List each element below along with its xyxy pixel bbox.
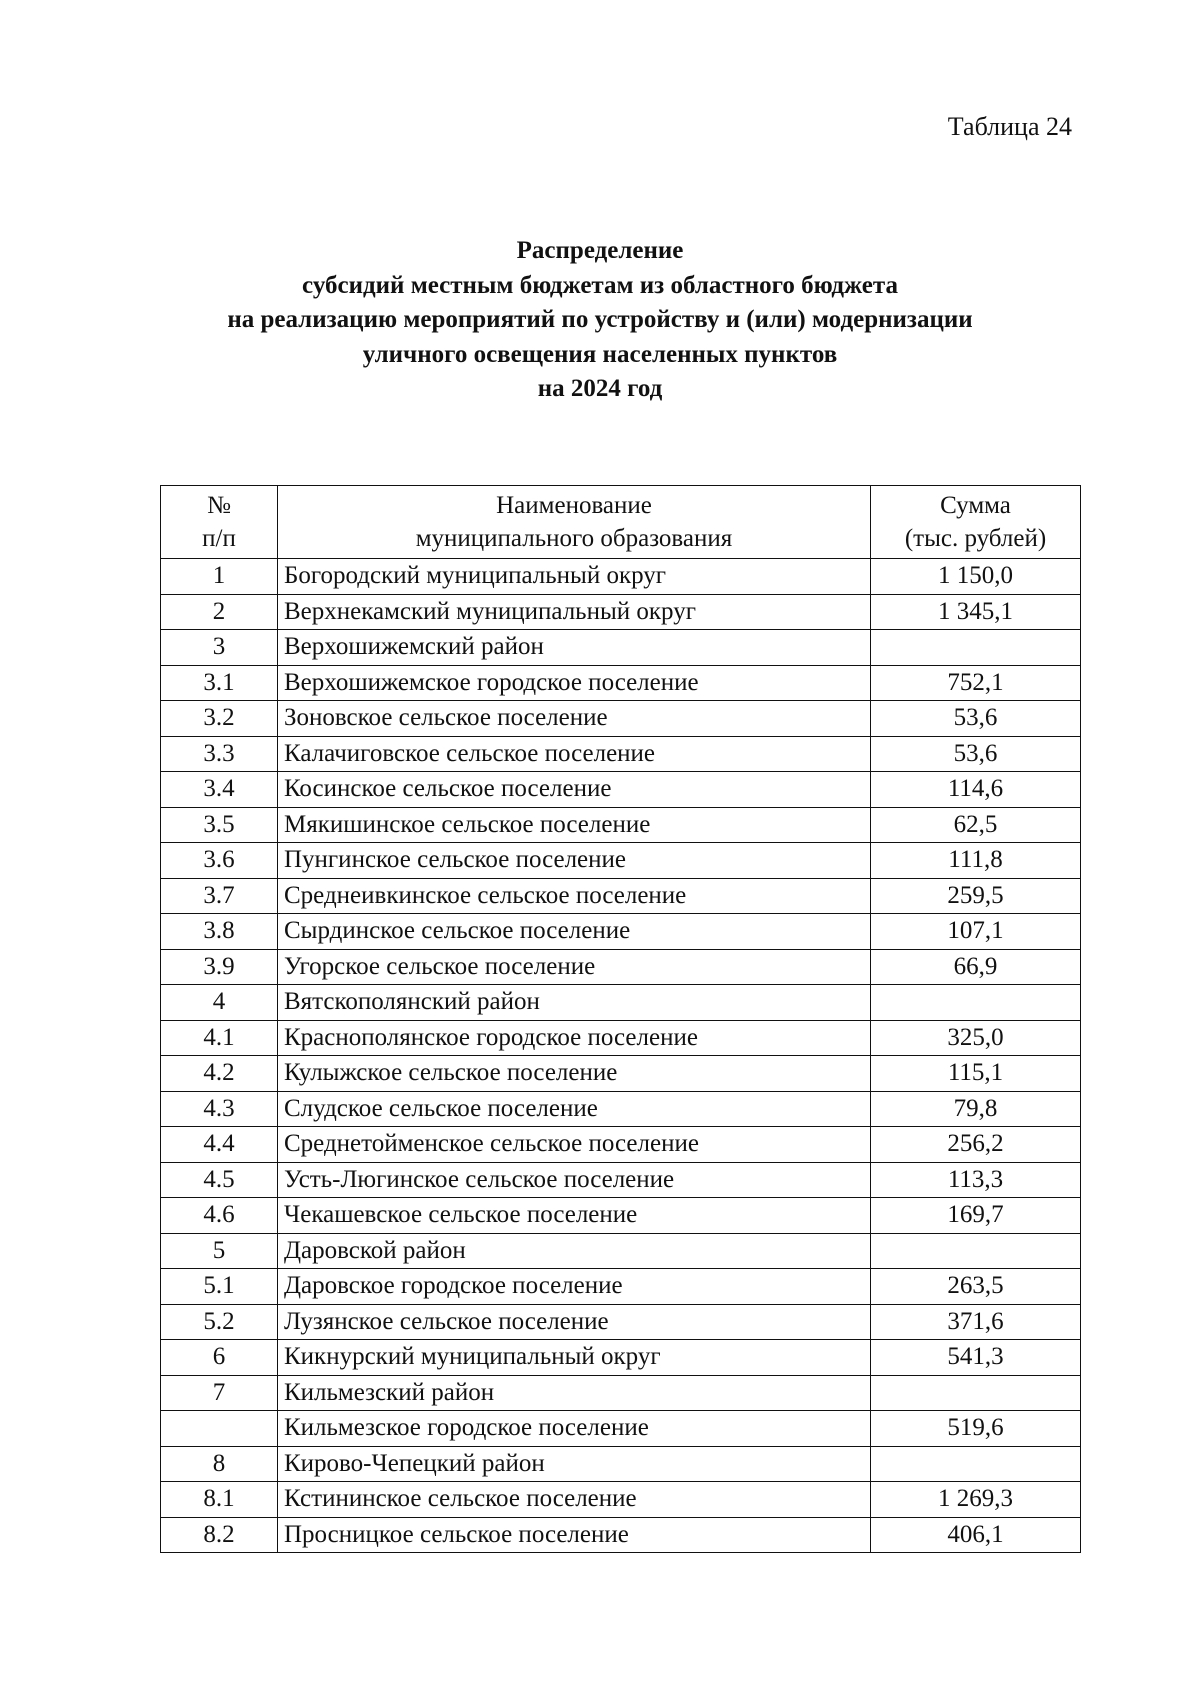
table-row: [161, 1233, 1081, 1269]
amount-cell: 263,5: [871, 1269, 1081, 1305]
municipality-name-cell: Угорское сельское поселение: [278, 949, 871, 985]
municipality-name-cell: Верхошижемский район: [278, 630, 871, 666]
municipality-name-cell: Верхошижемское городское поселение: [278, 665, 871, 701]
table-row: [161, 630, 1081, 666]
municipality-name-cell: Просницкое сельское поселение: [278, 1517, 871, 1553]
row-number-cell: 3.8: [161, 914, 278, 950]
table-row: [161, 914, 1081, 950]
amount-cell: 541,3: [871, 1340, 1081, 1376]
title-line: уличного освещения населенных пунктов: [362, 340, 838, 368]
row-number-cell: 3.4: [161, 772, 278, 808]
row-number-cell: 1: [161, 559, 278, 595]
table-row: [161, 1127, 1081, 1163]
amount-cell: 113,3: [871, 1162, 1081, 1198]
row-number-cell: 5: [161, 1233, 278, 1269]
amount-cell: 1 150,0: [871, 559, 1081, 595]
amount-cell: 259,5: [871, 878, 1081, 914]
municipality-name-cell: Среднеивкинское сельское поселение: [278, 878, 871, 914]
table-row: [161, 1375, 1081, 1411]
municipality-name-cell: Сырдинское сельское поселение: [278, 914, 871, 950]
municipality-name-cell: Мякишинское сельское поселение: [278, 807, 871, 843]
table-row: [161, 1269, 1081, 1305]
amount-cell: [871, 630, 1081, 666]
municipality-name-cell: Калачиговское сельское поселение: [278, 736, 871, 772]
row-number-cell: 4: [161, 985, 278, 1021]
amount-cell: 79,8: [871, 1091, 1081, 1127]
amount-cell: [871, 1375, 1081, 1411]
row-number-cell: 4.5: [161, 1162, 278, 1198]
amount-cell: 114,6: [871, 772, 1081, 808]
amount-cell: 169,7: [871, 1198, 1081, 1234]
table-row: [161, 949, 1081, 985]
table-number: Таблица 24: [947, 112, 1072, 141]
table-row: [161, 736, 1081, 772]
row-number-cell: [161, 1411, 278, 1447]
table-row: [161, 1517, 1081, 1553]
row-number-cell: 5.2: [161, 1304, 278, 1340]
row-number-cell: 4.3: [161, 1091, 278, 1127]
municipality-name-cell: Вятскополянский район: [278, 985, 871, 1021]
amount-cell: 519,6: [871, 1411, 1081, 1447]
row-number-cell: 3.2: [161, 701, 278, 737]
header-number-line: п/п: [202, 525, 236, 552]
title-line: на реализацию мероприятий по устройству и (или) модернизации: [227, 306, 973, 333]
municipality-name-cell: Кулыжское сельское поселение: [278, 1056, 871, 1092]
header-sum-line: (тыс. рублей): [904, 525, 1047, 552]
table-row: [161, 772, 1081, 808]
row-number-cell: 4.6: [161, 1198, 278, 1234]
header-name-line: Наименование: [496, 492, 652, 519]
table-row: [161, 1340, 1081, 1376]
table-row: [161, 594, 1081, 630]
amount-cell: 325,0: [871, 1020, 1081, 1056]
municipality-name-cell: Даровской район: [278, 1233, 871, 1269]
table-body: [161, 559, 1081, 1553]
municipality-name-cell: Слудское сельское поселение: [278, 1091, 871, 1127]
amount-cell: [871, 985, 1081, 1021]
row-number-cell: 6: [161, 1340, 278, 1376]
amount-cell: 111,8: [871, 843, 1081, 879]
table-row: [161, 1056, 1081, 1092]
title-line: субсидий местным бюджетам из областного бюджета: [302, 271, 898, 299]
header-sum-line: Сумма: [940, 492, 1011, 519]
row-number-cell: 3.5: [161, 807, 278, 843]
table-row: [161, 1482, 1081, 1518]
table-row: [161, 1091, 1081, 1127]
amount-cell: 66,9: [871, 949, 1081, 985]
table-row: [161, 1304, 1081, 1340]
header-name: [278, 486, 871, 559]
amount-cell: [871, 1446, 1081, 1482]
amount-cell: 752,1: [871, 665, 1081, 701]
amount-cell: 53,6: [871, 701, 1081, 737]
row-number-cell: 4.2: [161, 1056, 278, 1092]
amount-cell: [871, 1233, 1081, 1269]
row-number-cell: 3.7: [161, 878, 278, 914]
amount-cell: 62,5: [871, 807, 1081, 843]
title-line: Распределение: [516, 237, 684, 264]
amount-cell: 256,2: [871, 1127, 1081, 1163]
municipality-name-cell: Кстининское сельское поселение: [278, 1482, 871, 1518]
row-number-cell: 3: [161, 630, 278, 666]
table-row: [161, 701, 1081, 737]
table-row: [161, 1020, 1081, 1056]
table-row: [161, 807, 1081, 843]
municipality-name-cell: Кикнурский муниципальный округ: [278, 1340, 871, 1376]
row-number-cell: 8: [161, 1446, 278, 1482]
document-title: [120, 234, 1080, 407]
municipality-name-cell: Кирово-Чепецкий район: [278, 1446, 871, 1482]
table-header-row: [161, 486, 1081, 559]
row-number-cell: 8.1: [161, 1482, 278, 1518]
municipality-name-cell: Пунгинское сельское поселение: [278, 843, 871, 879]
header-number-line: №: [207, 492, 231, 519]
table-row: [161, 1198, 1081, 1234]
table-row: [161, 878, 1081, 914]
amount-cell: 1 345,1: [871, 594, 1081, 630]
amount-cell: 371,6: [871, 1304, 1081, 1340]
amount-cell: 1 269,3: [871, 1482, 1081, 1518]
table-row: [161, 1446, 1081, 1482]
municipality-name-cell: Косинское сельское поселение: [278, 772, 871, 808]
row-number-cell: 8.2: [161, 1517, 278, 1553]
municipality-name-cell: Богородский муниципальный округ: [278, 559, 871, 595]
row-number-cell: 2: [161, 594, 278, 630]
municipality-name-cell: Среднетойменское сельское поселение: [278, 1127, 871, 1163]
amount-cell: 107,1: [871, 914, 1081, 950]
distribution-table: [160, 485, 1081, 1553]
municipality-name-cell: Лузянское сельское поселение: [278, 1304, 871, 1340]
amount-cell: 115,1: [871, 1056, 1081, 1092]
municipality-name-cell: Усть-Люгинское сельское поселение: [278, 1162, 871, 1198]
municipality-name-cell: Даровское городское поселение: [278, 1269, 871, 1305]
row-number-cell: 3.3: [161, 736, 278, 772]
table-row: [161, 843, 1081, 879]
row-number-cell: 4.4: [161, 1127, 278, 1163]
row-number-cell: 7: [161, 1375, 278, 1411]
title-line: на 2024 год: [537, 375, 663, 402]
amount-cell: 406,1: [871, 1517, 1081, 1553]
row-number-cell: 3.9: [161, 949, 278, 985]
header-name-line: муниципального образования: [415, 525, 733, 552]
table-row: [161, 1162, 1081, 1198]
table-row: [161, 1411, 1081, 1447]
table-row: [161, 985, 1081, 1021]
header-sum: [871, 486, 1081, 559]
amount-cell: 53,6: [871, 736, 1081, 772]
row-number-cell: 5.1: [161, 1269, 278, 1305]
municipality-name-cell: Зоновское сельское поселение: [278, 701, 871, 737]
table-row: [161, 665, 1081, 701]
row-number-cell: 3.6: [161, 843, 278, 879]
municipality-name-cell: Верхнекамский муниципальный округ: [278, 594, 871, 630]
header-number: [161, 486, 278, 559]
municipality-name-cell: Краснополянское городское поселение: [278, 1020, 871, 1056]
row-number-cell: 4.1: [161, 1020, 278, 1056]
row-number-cell: 3.1: [161, 665, 278, 701]
municipality-name-cell: Кильмезский район: [278, 1375, 871, 1411]
municipality-name-cell: Кильмезское городское поселение: [278, 1411, 871, 1447]
municipality-name-cell: Чекашевское сельское поселение: [278, 1198, 871, 1234]
table-row: [161, 559, 1081, 595]
